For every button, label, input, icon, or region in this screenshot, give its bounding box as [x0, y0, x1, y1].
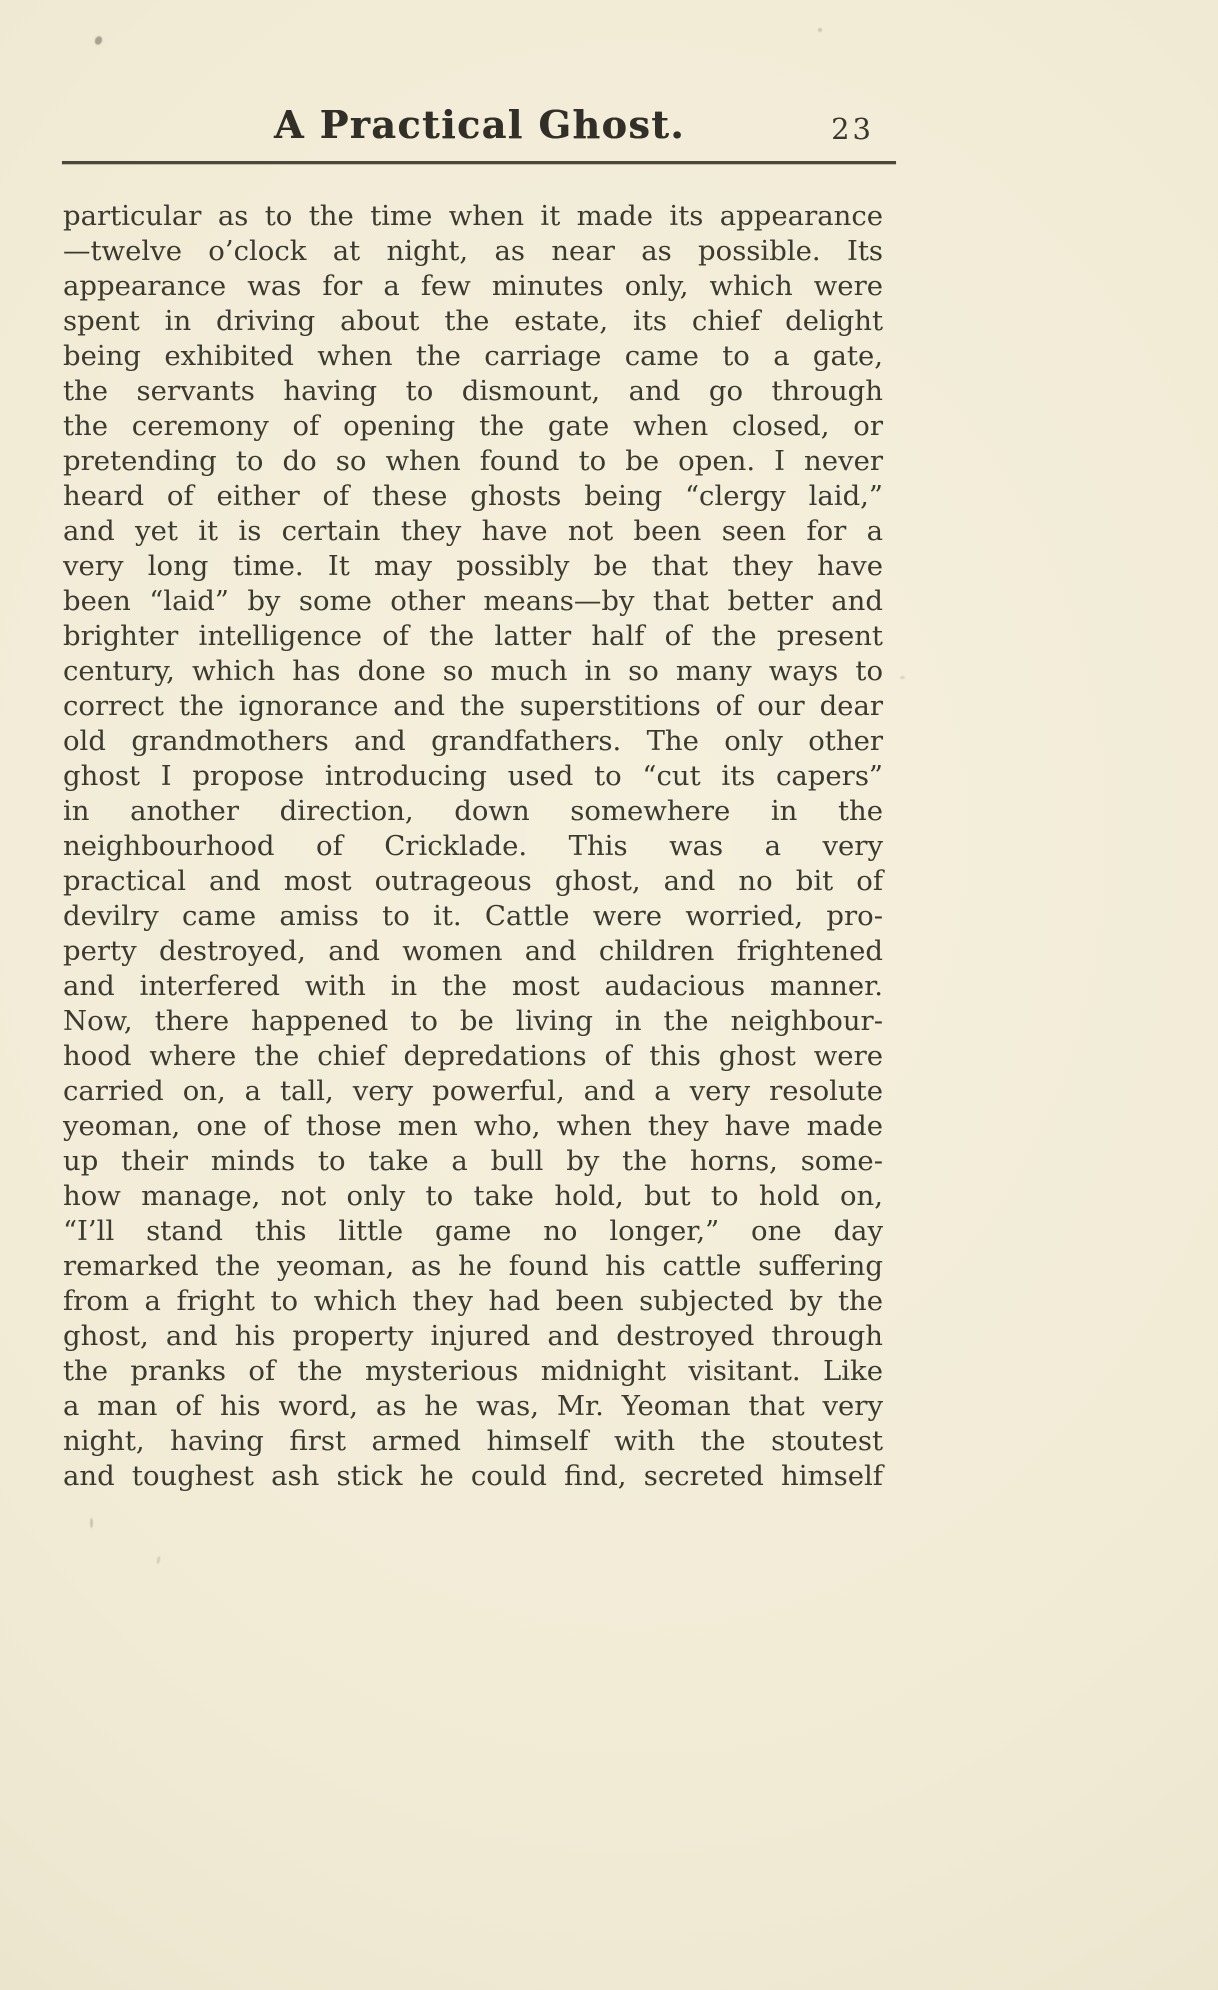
text-line: correct the ignorance and the superstitions of our dear	[63, 690, 883, 722]
text-line: and yet it is certain they have not been seen for a	[63, 515, 883, 547]
text-line: brighter intelligence of the latter half of the present	[63, 620, 883, 652]
text-line: a man of his word, as he was, Mr. Yeoman that very	[63, 1390, 883, 1422]
text-line: the servants having to dismount, and go through	[63, 375, 883, 407]
text-line: and toughest ash stick he could find, secreted himself	[63, 1460, 883, 1492]
text-line: being exhibited when the carriage came to a gate,	[63, 340, 883, 372]
text-line: “I’ll stand this little game no longer,” one day	[63, 1215, 883, 1247]
page-number: 23	[831, 112, 874, 146]
text-line: spent in driving about the estate, its chief delight	[63, 305, 883, 337]
text-line: the pranks of the mysterious midnight visitant. Like	[63, 1355, 883, 1387]
text-line: carried on, a tall, very powerful, and a very resolute	[63, 1075, 883, 1107]
text-line: yeoman, one of those men who, when they have made	[63, 1110, 883, 1142]
text-line: Now, there happened to be living in the neighbour-	[63, 1005, 883, 1037]
text-line: from a fright to which they had been subjected by the	[63, 1285, 883, 1317]
text-line: perty destroyed, and women and children frightened	[63, 935, 883, 967]
text-line: appearance was for a few minutes only, which were	[63, 270, 883, 302]
text-line: night, having first armed himself with the stoutest	[63, 1425, 883, 1457]
text-line: —twelve o’clock at night, as near as possible. Its	[63, 235, 883, 267]
text-line: neighbourhood of Cricklade. This was a very	[63, 830, 883, 862]
text-line: ghost, and his property injured and destroyed through	[63, 1320, 883, 1352]
text-line: very long time. It may possibly be that they have	[63, 550, 883, 582]
text-line: old grandmothers and grandfathers. The only other	[63, 725, 883, 757]
text-line: remarked the yeoman, as he found his cattle suffering	[63, 1250, 883, 1282]
header-rule	[62, 161, 896, 164]
text-line: in another direction, down somewhere in the	[63, 795, 883, 827]
text-line: up their minds to take a bull by the horns, some-	[63, 1145, 883, 1177]
text-line: century, which has done so much in so many ways to	[63, 655, 883, 687]
text-line: devilry came amiss to it. Cattle were worried, pro-	[63, 900, 883, 932]
paper-speck	[900, 676, 905, 679]
text-line: how manage, not only to take hold, but to hold on,	[63, 1180, 883, 1212]
text-line: been “laid” by some other means—by that better and	[63, 585, 883, 617]
text-line: practical and most outrageous ghost, and no bit of	[63, 865, 883, 897]
text-line: and interfered with in the most audacious manner.	[63, 970, 883, 1002]
text-line: ghost I propose introducing used to “cut its capers”	[63, 760, 883, 792]
paper-speck	[90, 1518, 93, 1528]
paper-speck	[156, 1556, 161, 1564]
text-line: the ceremony of opening the gate when closed, or	[63, 410, 883, 442]
text-line: heard of either of these ghosts being “clergy laid,”	[63, 480, 883, 512]
paper-speck	[93, 35, 103, 46]
page-header	[63, 102, 896, 152]
text-line: pretending to do so when found to be open. I never	[63, 445, 883, 477]
body-text	[63, 199, 883, 1494]
paper-speck	[818, 28, 822, 32]
text-line: hood where the chief depredations of this ghost were	[63, 1040, 883, 1072]
running-title: A Practical Ghost.	[273, 102, 686, 147]
text-line: particular as to the time when it made its appearance	[63, 200, 883, 232]
